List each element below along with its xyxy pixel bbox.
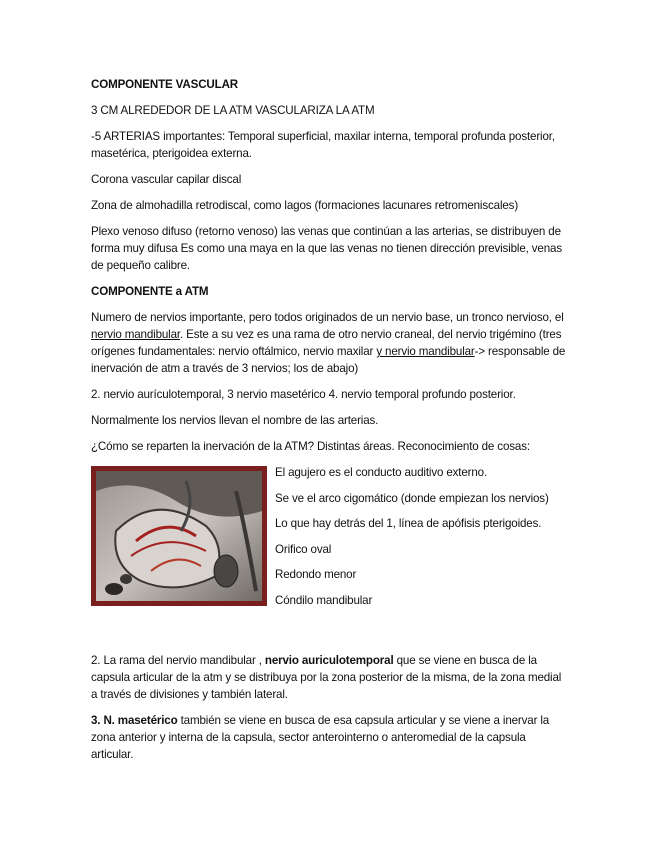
- paragraph: 2. nervio aurículotemporal, 3 nervio masetérico 4. nervio temporal profundo posterior.: [91, 388, 516, 401]
- paragraph: Corona vascular capilar discal: [91, 173, 242, 186]
- caption-item: Orifico oval: [275, 542, 332, 556]
- paragraph: Zona de almohadilla retrodiscal, como lagos (formaciones lacunares retromeniscales): [91, 199, 519, 212]
- text-run: que se viene en busca de la capsula articular de la atm y se distribuya por la zona posterior de la misma, de la zona medial a través de divisiones y también lateral.: [91, 654, 562, 701]
- text-run: Numero de nervios importante, pero todos originados de un nervio base, un tronco nervioso, el: [91, 311, 564, 324]
- caption-item: Se ve el arco cigomático (donde empiezan los nervios): [275, 491, 549, 505]
- anatomy-photo: [91, 466, 267, 606]
- text-run: -> responsable de inervación de atm a través de 3 nervios; los de abajo): [91, 345, 566, 375]
- figure-captions: [275, 464, 549, 617]
- caption-item: Cóndilo mandibular: [275, 593, 373, 607]
- text-run: 2. La rama del nervio mandibular ,: [91, 654, 265, 667]
- document-body: [91, 76, 569, 772]
- bold-text: nervio auriculotemporal: [264, 654, 394, 667]
- caption-item: Redondo menor: [275, 568, 357, 581]
- text-run: . Este a su vez es una rama de otro nervio craneal, del nervio trigémino (tres orígenes fundamentales: nervio oftálmico, nervio maxilar: [91, 328, 562, 358]
- paragraph: [91, 712, 569, 763]
- text-run: también se viene en busca de esa capsula articular y se viene a inervar la zona anterior y interna de la capsula, sector anterointerno o anteromedial de la capsula articular.: [91, 714, 550, 761]
- figure-with-captions: [91, 464, 569, 617]
- underlined-text: nervio mandibular: [91, 328, 180, 341]
- paragraph: Normalmente los nervios llevan el nombre de las arterias.: [91, 414, 379, 427]
- heading-componente-vascular: COMPONENTE VASCULAR: [91, 78, 239, 91]
- caption-item: El agujero es el conducto auditivo externo.: [275, 466, 488, 479]
- heading-componente-atm: COMPONENTE a ATM: [91, 285, 209, 298]
- paragraph: [91, 652, 569, 703]
- atm-anatomy-illustration: [96, 471, 262, 601]
- paragraph: ¿Cómo se reparten la inervación de la ATM? Distintas áreas. Reconocimiento de cosas:: [91, 440, 530, 453]
- paragraph: Plexo venoso difuso (retorno venoso) las venas que continúan a las arterias, se distribuyen de forma muy difusa Es como una maya en la que las venas no tienen dirección previsible, venas de pequeño calibre.: [91, 225, 562, 272]
- bold-text: 3. N. masetérico: [91, 714, 178, 727]
- paragraph: -5 ARTERIAS importantes: Temporal superficial, maxilar interna, temporal profunda posterior, masetérica, pterigoidea externa.: [91, 130, 555, 160]
- paragraph: [91, 309, 569, 377]
- underlined-text: y nervio mandibular: [376, 345, 475, 358]
- paragraph: 3 CM ALREDEDOR DE LA ATM VASCULARIZA LA ATM: [91, 104, 375, 117]
- caption-item: Lo que hay detrás del 1, línea de apófisis pterigoides.: [275, 517, 542, 530]
